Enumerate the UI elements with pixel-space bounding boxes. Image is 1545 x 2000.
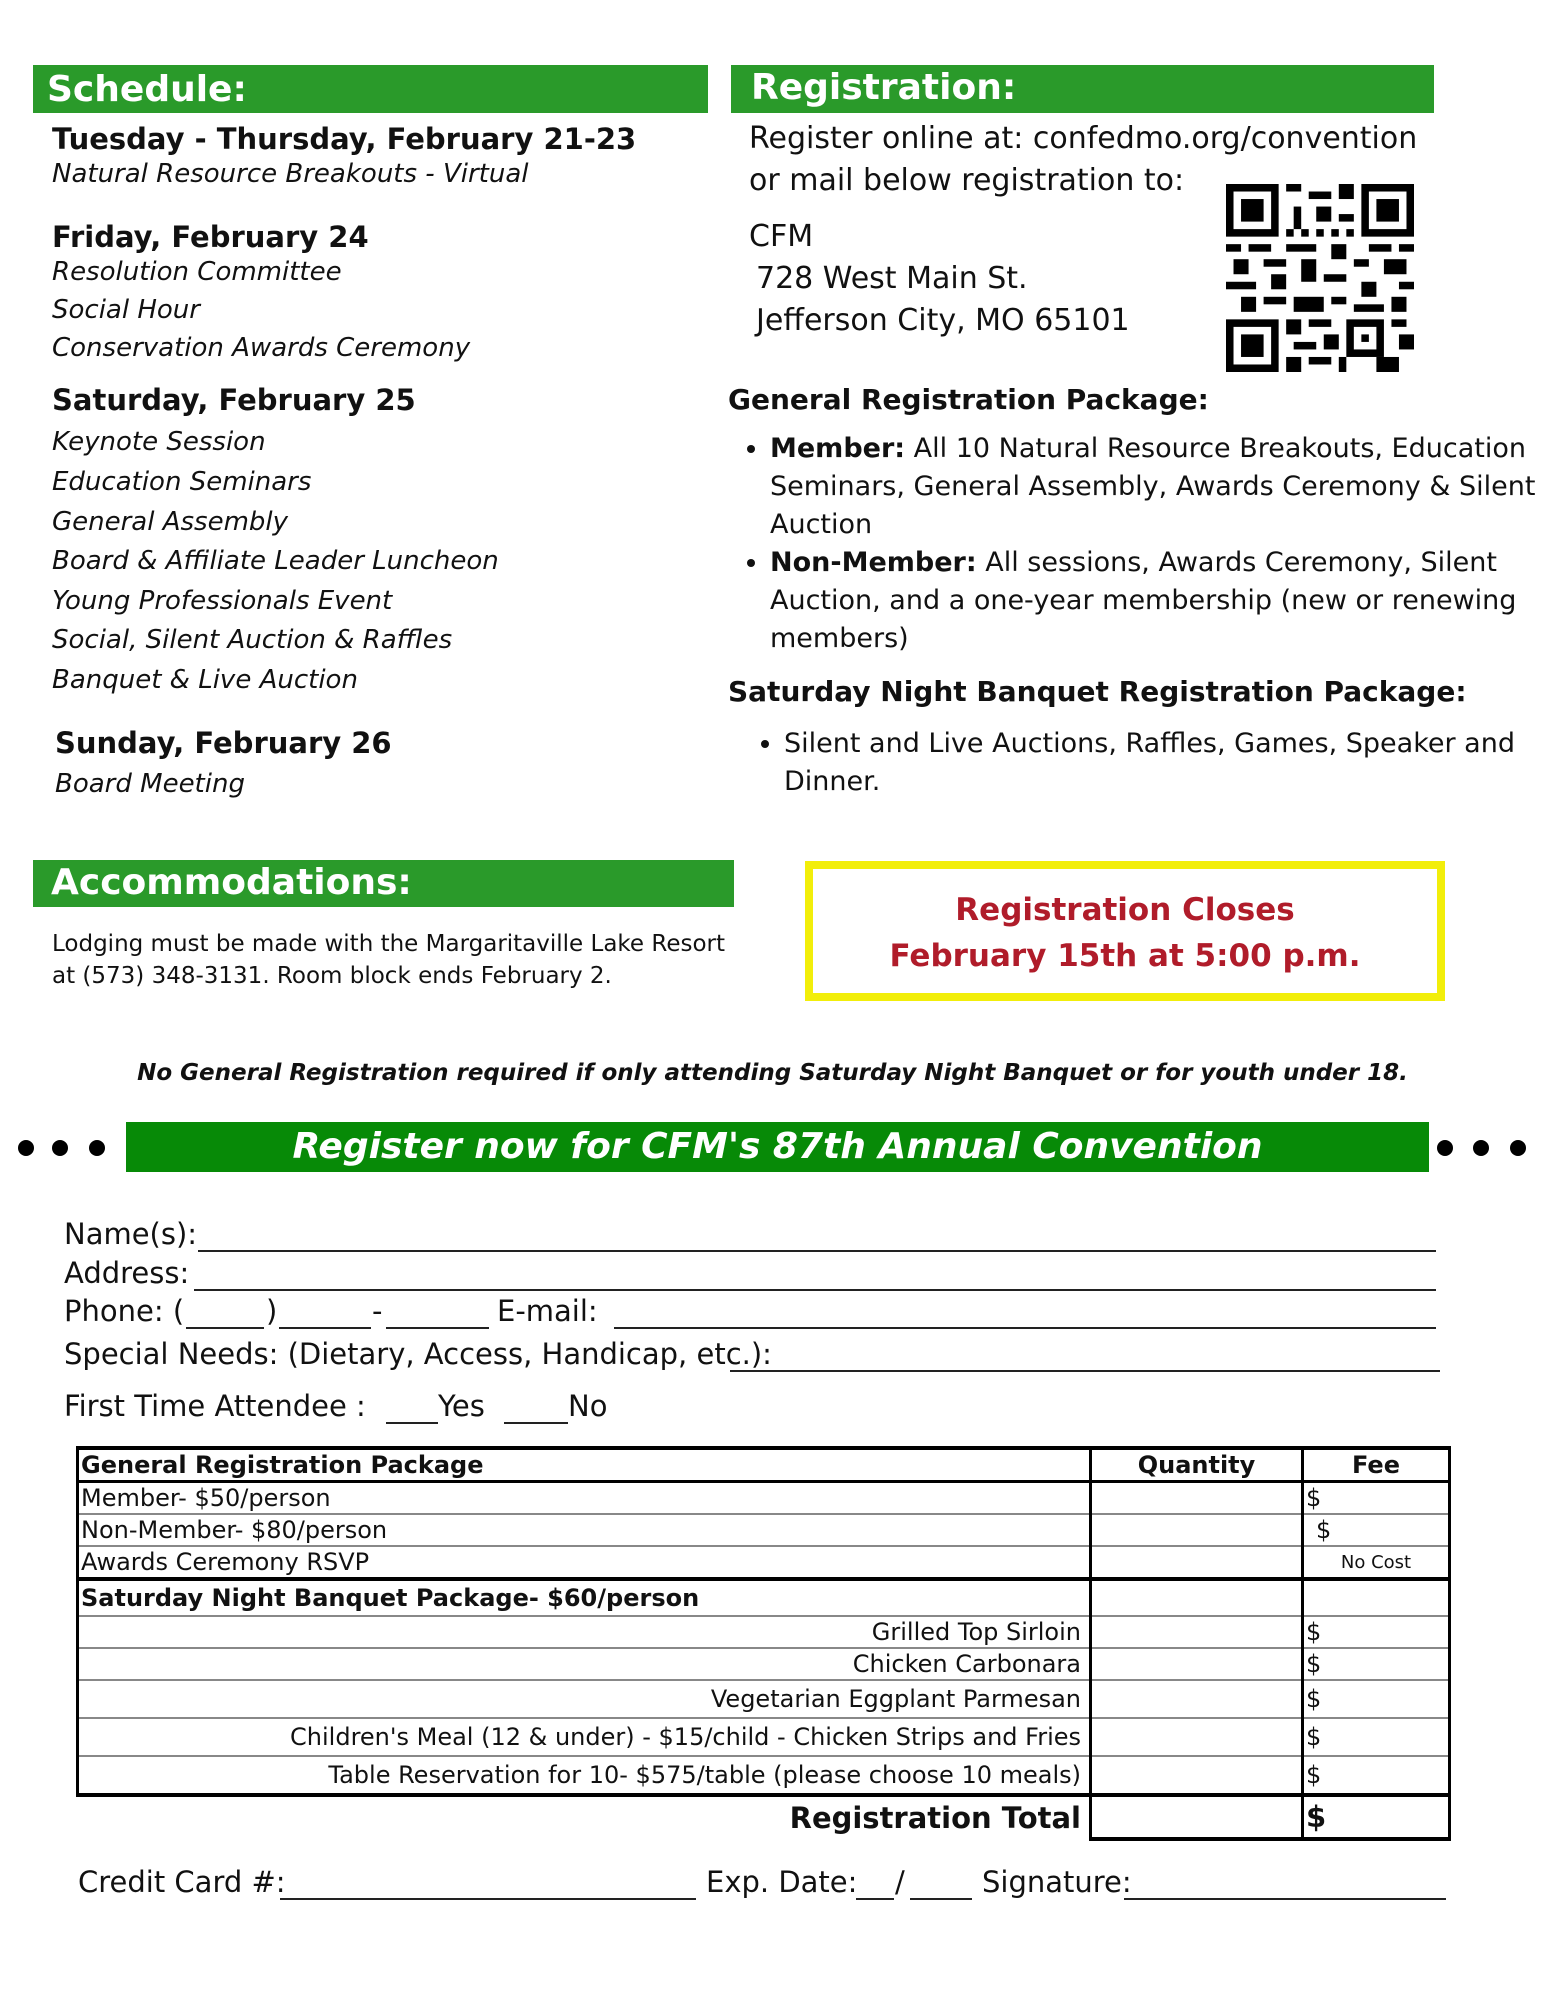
credit-card-label: Credit Card #: — [78, 1865, 286, 1899]
schedule-item: Young Professionals Event — [52, 586, 393, 616]
email-input[interactable] — [614, 1327, 1436, 1329]
phone-close-paren: ) — [266, 1294, 278, 1328]
fee-cell: No Cost — [1303, 1546, 1450, 1579]
quantity-input[interactable] — [1091, 1648, 1303, 1680]
fee-cell[interactable]: $ — [1303, 1514, 1450, 1546]
accommodations-title: Accommodations: — [51, 862, 412, 903]
fee-cell — [1303, 1579, 1450, 1616]
exp-year-input[interactable] — [910, 1898, 972, 1900]
register-online-text: Register online at: confedmo.org/convention — [749, 121, 1418, 156]
schedule-day-4: Sunday, February 26 — [55, 726, 392, 760]
closes-line-1: Registration Closes — [955, 892, 1295, 928]
member-text: All 10 Natural Resource Breakouts, Education Seminars, General Assembly, Awards Ceremony & Silent Auction — [770, 433, 1536, 540]
bullet-dot-icon — [1473, 1140, 1489, 1156]
signature-input[interactable] — [1124, 1898, 1446, 1900]
table-row — [78, 1718, 1450, 1756]
schedule-item: Education Seminars — [52, 467, 312, 497]
quantity-input[interactable] — [1091, 1514, 1303, 1546]
email-label: E-mail: — [497, 1294, 598, 1328]
schedule-item: Banquet & Live Auction — [52, 665, 358, 695]
nonmember-label: Non-Member: — [770, 547, 977, 578]
total-row — [78, 1795, 1450, 1839]
quantity-input[interactable] — [1091, 1616, 1303, 1648]
table-row — [78, 1546, 1450, 1579]
schedule-day-2: Friday, February 24 — [52, 220, 369, 254]
special-needs-input[interactable] — [730, 1370, 1440, 1372]
schedule-item: Natural Resource Breakouts - Virtual — [52, 159, 529, 189]
schedule-item: Board Meeting — [55, 769, 245, 799]
schedule-item: General Assembly — [52, 507, 289, 537]
registration-header-bar — [731, 65, 1434, 113]
first-time-yes-input[interactable] — [386, 1422, 438, 1424]
phone-area-input[interactable] — [186, 1327, 264, 1329]
general-package-title: General Registration Package: — [728, 383, 1209, 416]
names-label: Name(s): — [64, 1217, 198, 1251]
accommodations-line: at (573) 348-3131. Room block ends February 2. — [52, 963, 612, 989]
banquet-header: Saturday Night Banquet Package- $60/person — [78, 1579, 1091, 1616]
table-header-row — [78, 1448, 1450, 1482]
quantity-input[interactable] — [1091, 1546, 1303, 1579]
table-row — [78, 1616, 1450, 1648]
phone-line-input[interactable] — [386, 1327, 489, 1329]
fee-cell[interactable]: $ — [1303, 1718, 1450, 1756]
fee-cell[interactable]: $ — [1303, 1616, 1450, 1648]
address-label: Address: — [64, 1256, 190, 1290]
row-label: Member- $50/person — [78, 1482, 1091, 1515]
names-input[interactable] — [198, 1250, 1436, 1252]
list-item: • Silent and Live Auctions, Raffles, Games, Speaker and Dinner. — [784, 725, 1524, 801]
row-label: Non-Member- $80/person — [78, 1514, 1091, 1546]
schedule-day-3: Saturday, February 25 — [52, 383, 416, 417]
signature-label: Signature: — [982, 1865, 1132, 1899]
quantity-input[interactable] — [1091, 1718, 1303, 1756]
registration-title: Registration: — [751, 67, 1017, 108]
schedule-item: Resolution Committee — [52, 257, 342, 287]
accommodations-header-bar — [33, 860, 734, 907]
bullet-dot-icon — [1510, 1140, 1526, 1156]
schedule-item: Social, Silent Auction & Raffles — [52, 625, 453, 655]
yes-label: Yes — [438, 1389, 485, 1423]
schedule-title: Schedule: — [47, 69, 247, 110]
special-needs-label: Special Needs: (Dietary, Access, Handicap, etc.): — [64, 1337, 772, 1371]
bullet-dot-icon — [89, 1140, 105, 1156]
fee-table — [76, 1446, 1451, 1841]
row-label: Children's Meal (12 & under) - $15/child - Chicken Strips and Fries — [78, 1718, 1091, 1756]
list-item — [770, 430, 1545, 544]
schedule-header-bar — [33, 65, 708, 113]
fee-cell[interactable]: $ — [1303, 1756, 1450, 1795]
total-quantity-input[interactable] — [1091, 1795, 1303, 1839]
no-label: No — [568, 1389, 608, 1423]
bullet-dot-icon — [18, 1140, 34, 1156]
quantity-input[interactable] — [1091, 1756, 1303, 1795]
quantity-input[interactable] — [1091, 1482, 1303, 1515]
banquet-header-row — [78, 1579, 1450, 1616]
header-package: General Registration Package — [78, 1448, 1091, 1482]
accommodations-text — [52, 928, 725, 992]
fee-cell[interactable]: $ — [1303, 1648, 1450, 1680]
exp-month-input[interactable] — [856, 1898, 894, 1900]
exp-date-label: Exp. Date: — [706, 1865, 858, 1899]
fee-cell[interactable]: $ — [1303, 1680, 1450, 1718]
row-label: Vegetarian Eggplant Parmesan — [78, 1680, 1091, 1718]
first-time-label: First Time Attendee : — [64, 1389, 366, 1423]
nonmember-text: All sessions, Awards Ceremony, Silent Auction, and a one-year membership (new or renewing members) — [770, 547, 1517, 654]
quantity-input[interactable] — [1091, 1680, 1303, 1718]
table-row — [78, 1648, 1450, 1680]
banquet-package-list — [742, 725, 1524, 801]
banquet-package-title: Saturday Night Banquet Registration Package: — [728, 675, 1467, 708]
address-input[interactable] — [194, 1289, 1436, 1291]
schedule-item: Board & Affiliate Leader Luncheon — [52, 546, 499, 576]
bullet-dot-icon — [1437, 1140, 1453, 1156]
table-row — [78, 1514, 1450, 1546]
exp-slash: / — [895, 1865, 905, 1899]
row-label: Grilled Top Sirloin — [78, 1616, 1091, 1648]
fee-cell[interactable]: $ — [1303, 1482, 1450, 1515]
banner-text: Register now for CFM's 87th Annual Convention — [292, 1126, 1263, 1167]
total-label: Registration Total — [78, 1795, 1091, 1839]
table-row — [78, 1756, 1450, 1795]
registration-closes-box — [805, 861, 1445, 1001]
general-package-list — [728, 430, 1545, 658]
address-line: CFM — [749, 219, 814, 254]
total-fee-cell[interactable]: $ — [1303, 1795, 1450, 1839]
credit-card-input[interactable] — [280, 1898, 696, 1900]
first-time-no-input[interactable] — [504, 1422, 568, 1424]
table-row — [78, 1680, 1450, 1718]
accommodations-line: Lodging must be made with the Margaritaville Lake Resort — [52, 931, 726, 957]
general-registration-note: No General Registration required if only attending Saturday Night Banquet or for youth under 18. — [137, 1060, 1408, 1086]
member-label: Member: — [770, 433, 906, 464]
schedule-day-1: Tuesday - Thursday, February 21-23 — [52, 122, 637, 156]
phone-prefix-input[interactable] — [279, 1327, 371, 1329]
header-quantity: Quantity — [1091, 1448, 1303, 1482]
quantity-cell — [1091, 1579, 1303, 1616]
row-label: Chicken Carbonara — [78, 1648, 1091, 1680]
bullet-dot-icon — [52, 1140, 68, 1156]
phone-dash: - — [372, 1294, 383, 1328]
row-label: Table Reservation for 10- $575/table (please choose 10 meals) — [78, 1756, 1091, 1795]
row-label: Awards Ceremony RSVP — [78, 1546, 1091, 1579]
phone-label: Phone: ( — [64, 1294, 185, 1328]
header-fee: Fee — [1303, 1448, 1450, 1482]
schedule-item: Conservation Awards Ceremony — [52, 333, 471, 363]
schedule-item: Keynote Session — [52, 427, 266, 457]
schedule-item: Social Hour — [52, 295, 200, 325]
table-row — [78, 1482, 1450, 1515]
address-line: Jefferson City, MO 65101 — [756, 303, 1130, 338]
address-line: 728 West Main St. — [756, 261, 1028, 296]
list-item — [770, 544, 1545, 658]
mail-to-text: or mail below registration to: — [749, 163, 1185, 198]
qr-code-icon[interactable] — [1226, 184, 1414, 372]
closes-line-2: February 15th at 5:00 p.m. — [889, 938, 1361, 974]
register-now-banner — [126, 1122, 1429, 1172]
